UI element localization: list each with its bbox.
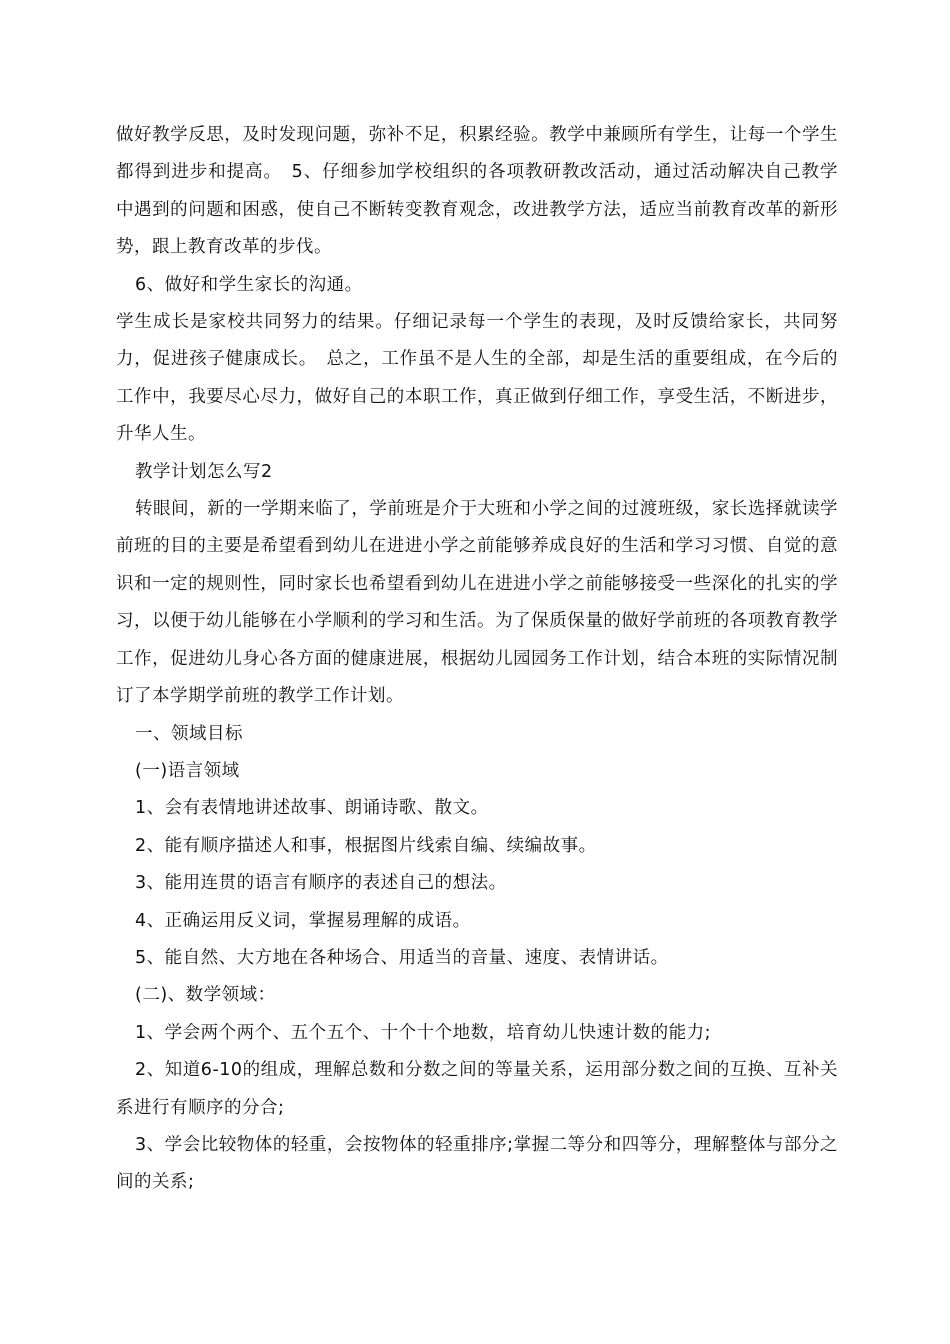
paragraph-introduction: 转眼间，新的一学期来临了，学前班是介于大班和小学之间的过渡班级，家长选择就读学前班的目的主要是希望看到幼儿在进进小学之前能够养成良好的生活和学习习惯、自觉的意识和一定的规则性，同时家长也希望看到幼儿在进进小学之前能够接受一些深化的扎实的学习，以便于幼儿能够在小学顺利的学习和生活。为了保质保量的做好学前班的各项教育教学工作，促进幼儿身心各方面的健康进展，根据幼儿园园务工作计划，结合本班的实际情况制订了本学期学前班的教学工作计划。 [116,499,838,707]
paragraph-teaching-reflection: 做好教学反思，及时发现问题，弥补不足，积累经验。教学中兼顾所有学生，让每一个学生都得到进步和提高。 5、仔细参加学校组织的各项教研教改活动，通过活动解决自己教学中遇到的问题和困惑，使自己不断转变教育观念，改进教学方法，适应当前教育改革的新形势，跟上教育改革的步伐。 [116,125,838,258]
section-heading-plan-2: 教学计划怎么写2 [135,461,273,482]
heading-domain-goals: 一、领域目标 [135,723,243,744]
document-body [116,117,838,1202]
list-item-language-2: 2、能有顺序描述人和事，根据图片线索自编、续编故事。 [135,835,597,856]
heading-language-domain: (一)语言领域 [135,760,240,781]
paragraph-parent-communication: 6、做好和学生家长的沟通。 [135,274,363,295]
list-item-language-3: 3、能用连贯的语言有顺序的表述自己的想法。 [135,873,507,894]
list-item-language-4: 4、正确运用反义词，掌握易理解的成语。 [135,910,471,931]
list-item-language-5: 5、能自然、大方地在各种场合、用适当的音量、速度、表情讲话。 [135,947,669,968]
list-item-math-3: 3、学会比较物体的轻重，会按物体的轻重排序;掌握二等分和四等分，理解整体与部分之间的关系; [116,1134,838,1193]
heading-math-domain: (二)、数学领域： [135,985,276,1006]
list-item-language-1: 1、会有表情地讲述故事、朗诵诗歌、散文。 [135,798,489,819]
paragraph-student-growth: 学生成长是家校共同努力的结果。仔细记录每一个学生的表现，及时反馈给家长，共同努力，促进孩子健康成长。 总之，工作虽不是人生的全部，却是生活的重要组成，在今后的工作中，我要尽心尽力，做好自己的本职工作，真正做到仔细工作，享受生活，不断进步，升华人生。 [116,312,838,445]
list-item-math-2: 2、知道6-10的组成，理解总数和分数之间的等量关系，运用部分数之间的互换、互补关系进行有顺序的分合; [116,1060,838,1118]
list-item-math-1: 1、学会两个两个、五个五个、十个十个地数，培育幼儿快速计数的能力; [135,1022,712,1043]
